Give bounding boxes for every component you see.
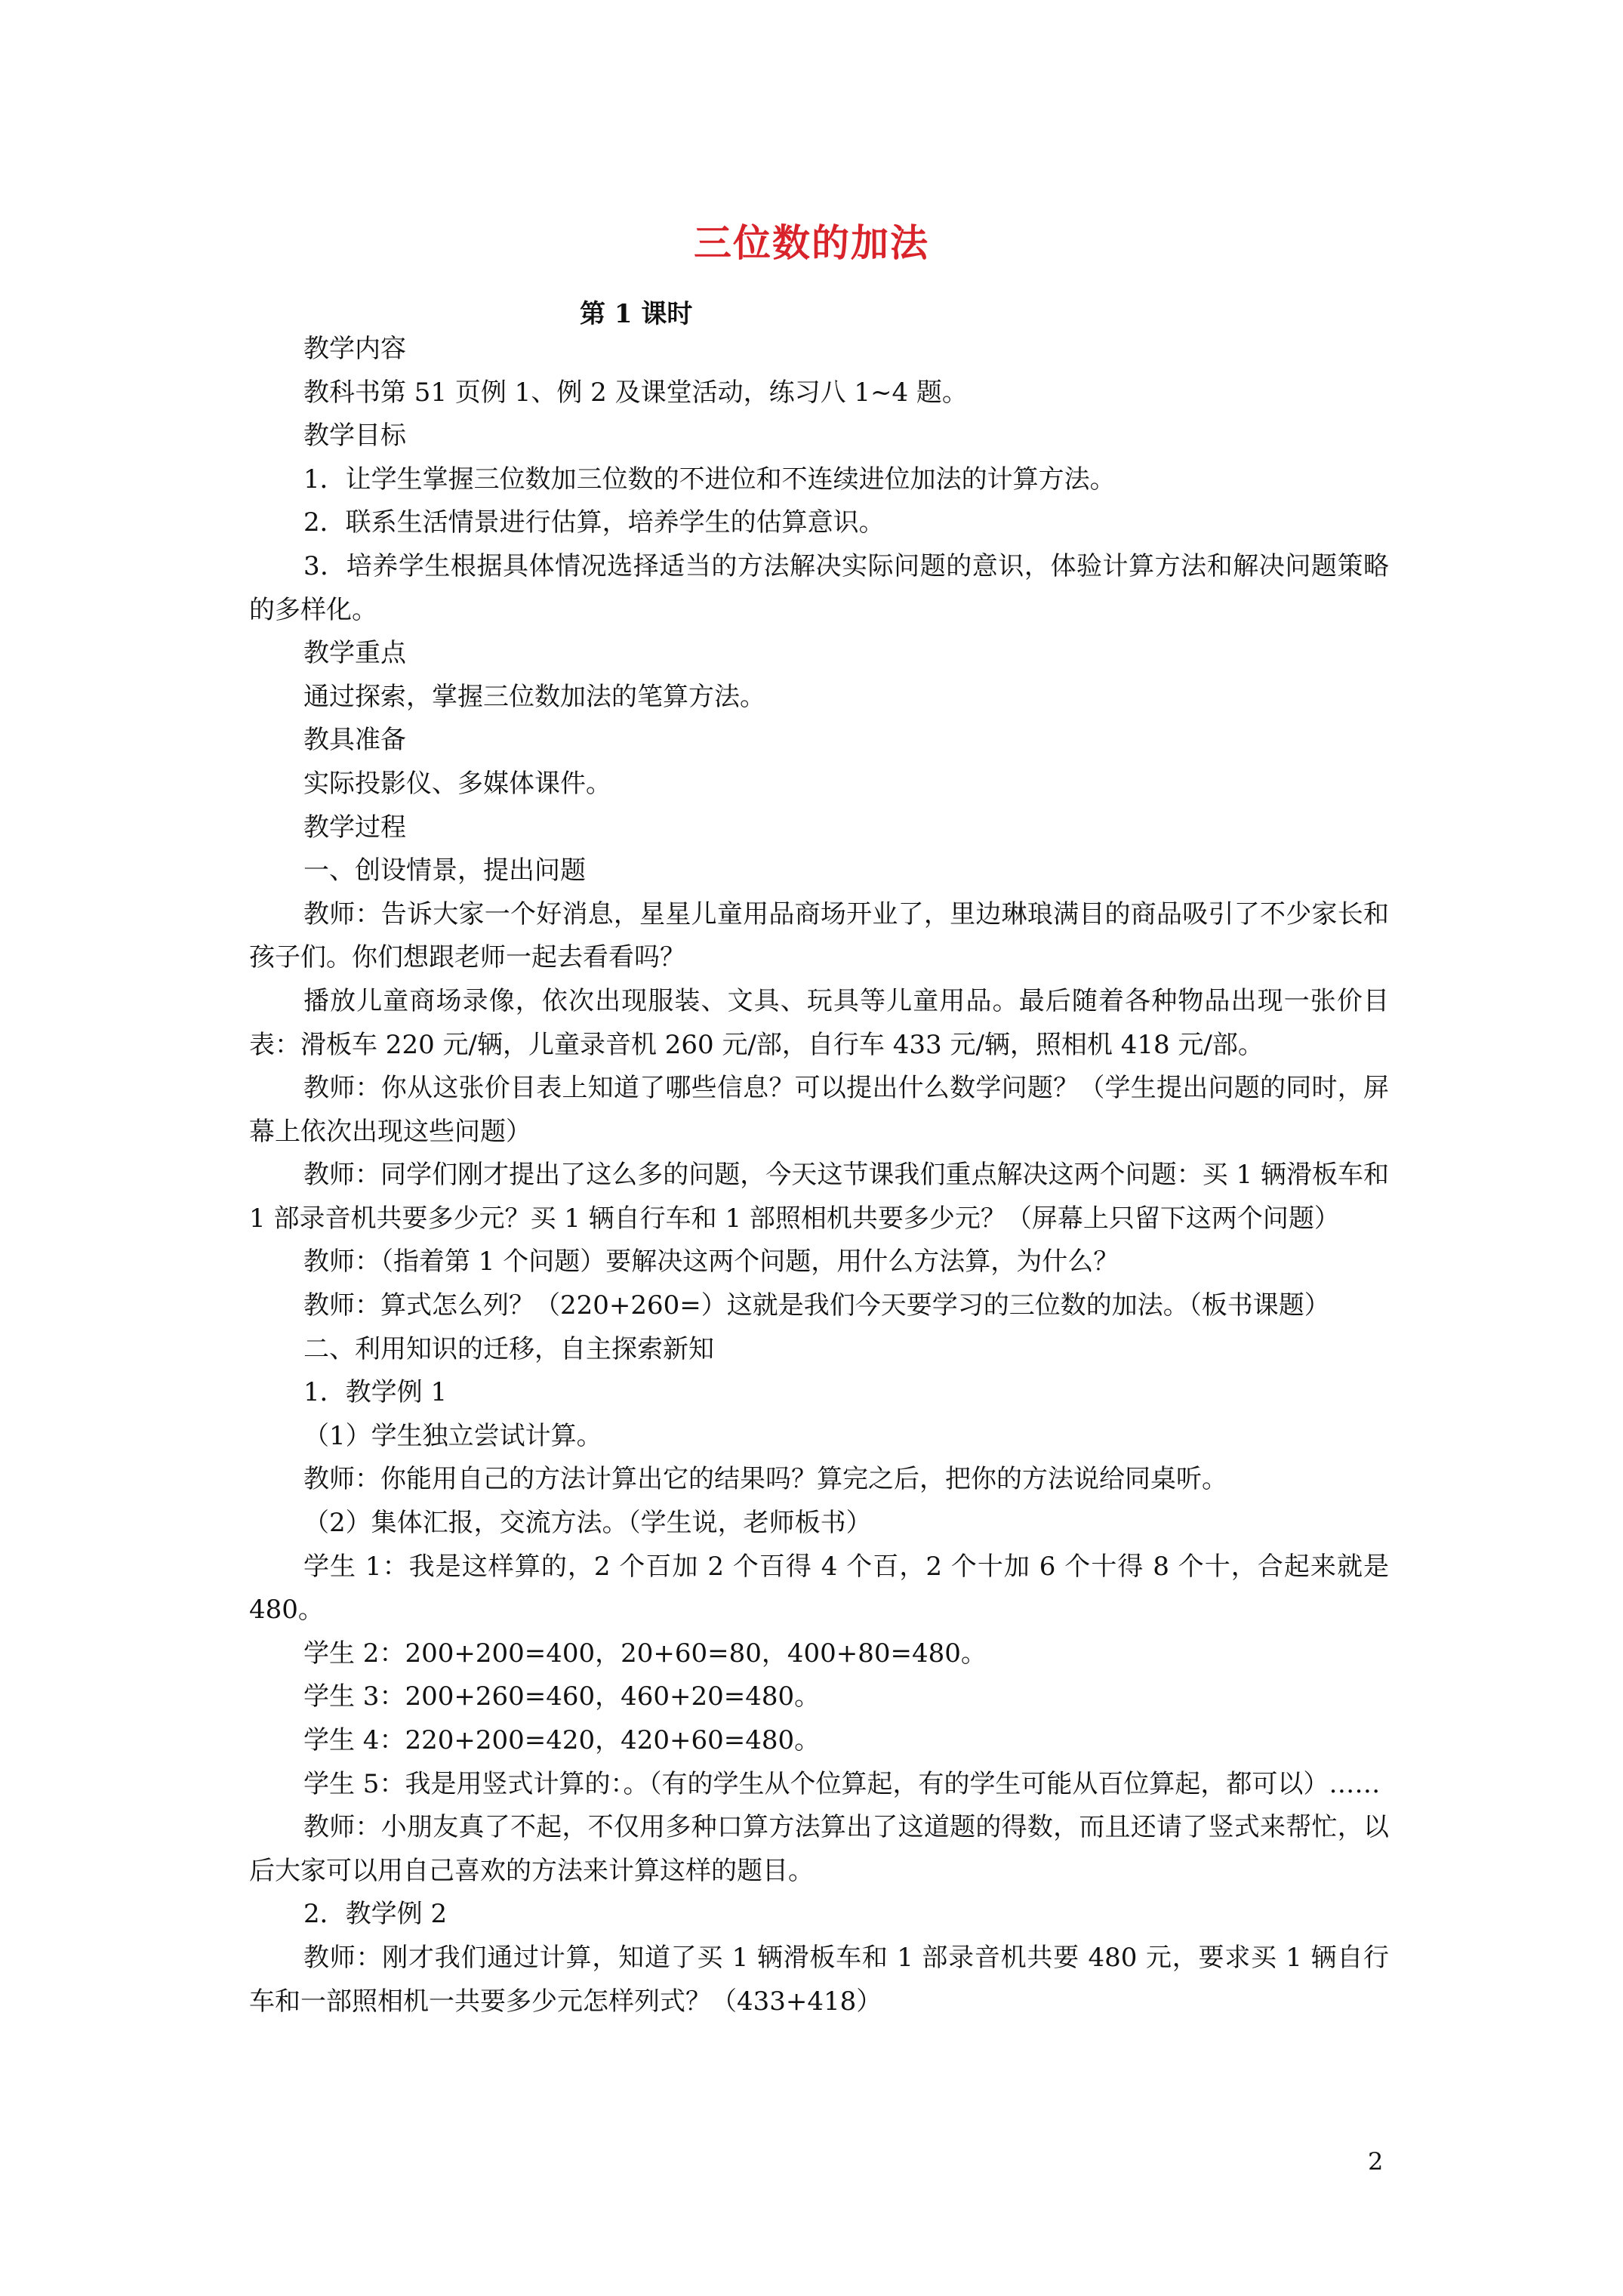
body-paragraph: 学生 4：220+200=420，420+60=480。 — [303, 1725, 821, 1755]
body-paragraph: 教师：算式怎么列？（220+260=）这就是我们今天要学习的三位数的加法。（板书课题） — [303, 1290, 1330, 1321]
body-paragraph: 实际投影仪、多媒体课件。 — [303, 768, 611, 799]
lesson-heading: 第 1 课时 — [580, 299, 693, 329]
body-paragraph: 学生 1：我是这样算的，2 个百加 2 个百得 4 个百，2 个十加 6 个十得 8 个十，合起来就是 480。 — [249, 1551, 1389, 1626]
body-paragraph: 学生 5：我是用竖式计算的：。（有的学生从个位算起，有的学生可能从百位算起，都可以）…… — [303, 1768, 1381, 1799]
body-paragraph: 教学目标 — [303, 421, 406, 451]
body-paragraph: 教师：你能用自己的方法计算出它的结果吗？算完之后，把你的方法说给同桌听。 — [303, 1464, 1227, 1495]
body-paragraph: （1）学生独立尝试计算。 — [303, 1420, 602, 1451]
body-paragraph: 2．教学例 2 — [303, 1899, 448, 1930]
body-paragraph: 通过探索，掌握三位数加法的笔算方法。 — [303, 681, 765, 712]
body-paragraph: 学生 2：200+200=400，20+60=80，400+80=480。 — [303, 1638, 987, 1669]
body-paragraph: 教具准备 — [303, 725, 406, 756]
body-paragraph: 教学重点 — [303, 638, 406, 669]
body-paragraph: 学生 3：200+260=460，460+20=480。 — [303, 1681, 821, 1712]
body-paragraph: 一、创设情景，提出问题 — [303, 855, 586, 886]
body-paragraph: 2．联系生活情景进行估算，培养学生的估算意识。 — [303, 507, 885, 538]
body-paragraph: 教学内容 — [303, 334, 406, 364]
body-paragraph: 教学过程 — [303, 812, 406, 843]
body-paragraph: 教师：同学们刚才提出了这么多的问题，今天这节课我们重点解决这两个问题：买 1 辆滑板车和 1 部录音机共要多少元？买 1 辆自行车和 1 部照相机共要多少元？（屏幕上只留下这两个问题） — [249, 1160, 1389, 1234]
body-paragraph: （2）集体汇报，交流方法。（学生说，老师板书） — [303, 1508, 872, 1539]
body-paragraph: 播放儿童商场录像，依次出现服装、文具、玩具等儿童用品。最后随着各种物品出现一张价目表：滑板车 220 元/辆，儿童录音机 260 元/部，自行车 433 元/辆，照相机 418 元/部。 — [249, 985, 1389, 1060]
document-title: 三位数的加法 — [694, 220, 929, 265]
body-paragraph: 二、利用知识的迁移，自主探索新知 — [303, 1333, 714, 1364]
document-body — [249, 328, 1389, 2023]
body-paragraph: 教师：小朋友真了不起，不仅用多种口算方法算出了这道题的得数，而且还请了竖式来帮忙，以后大家可以用自己喜欢的方法来计算这样的题目。 — [249, 1812, 1389, 1886]
body-paragraph: 1．教学例 1 — [303, 1377, 448, 1408]
page-number: 2 — [1368, 2147, 1384, 2176]
body-paragraph: 教师：告诉大家一个好消息，星星儿童用品商场开业了，里边琳琅满目的商品吸引了不少家长和孩子们。你们想跟老师一起去看看吗？ — [249, 898, 1389, 973]
body-paragraph: 教科书第 51 页例 1、例 2 及课堂活动，练习八 1~4 题。 — [303, 377, 968, 408]
body-paragraph: 教师：（指着第 1 个问题）要解决这两个问题，用什么方法算，为什么？ — [303, 1247, 1119, 1277]
body-paragraph: 1．让学生掌握三位数加三位数的不进位和不连续进位加法的计算方法。 — [303, 464, 1116, 495]
body-paragraph: 3．培养学生根据具体情况选择适当的方法解决实际问题的意识，体验计算方法和解决问题策略的多样化。 — [249, 550, 1389, 625]
body-paragraph: 教师：你从这张价目表上知道了哪些信息？可以提出什么数学问题？（学生提出问题的同时，屏幕上依次出现这些问题） — [249, 1073, 1389, 1147]
body-paragraph: 教师：刚才我们通过计算，知道了买 1 辆滑板车和 1 部录音机共要 480 元，要求买 1 辆自行车和一部照相机一共要多少元怎样列式？（433+418） — [249, 1942, 1389, 2017]
